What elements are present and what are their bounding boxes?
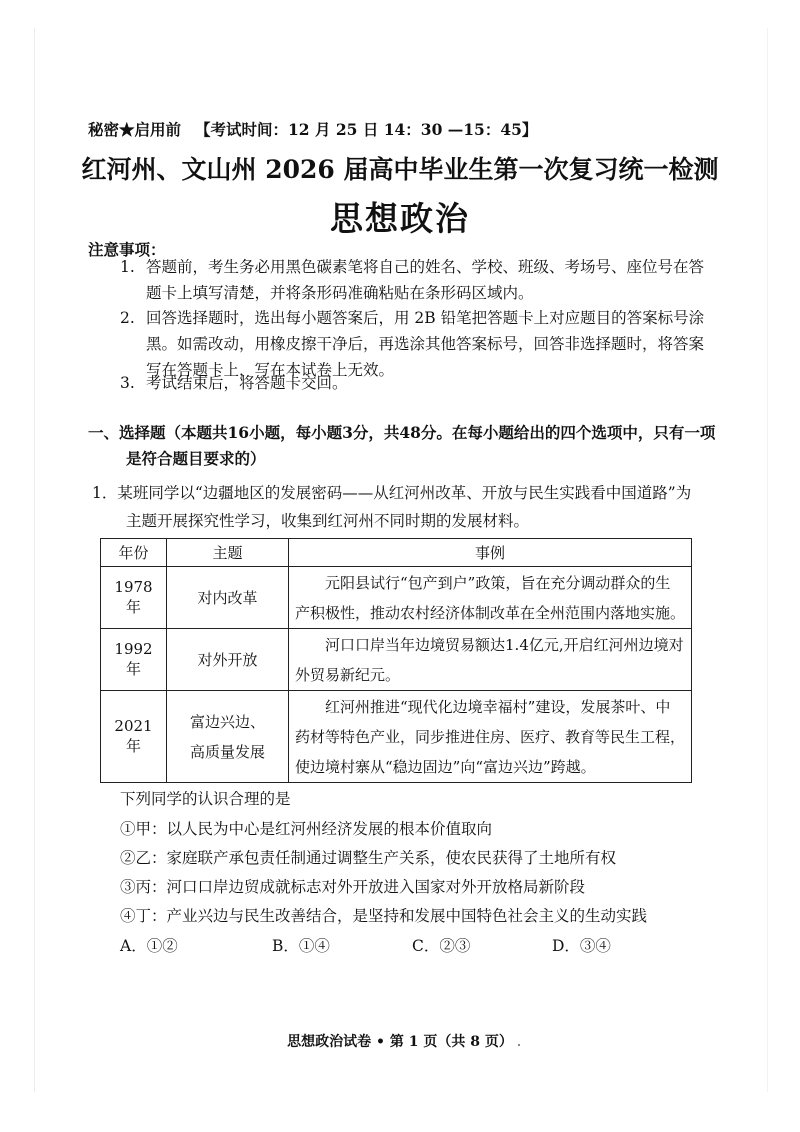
choice-c: C．②③ (412, 937, 471, 955)
choice-a: A．①② (120, 937, 178, 955)
choice-d: D．③④ (552, 937, 611, 955)
choice-b: B．①④ (272, 937, 330, 955)
cell-theme (167, 691, 289, 783)
table-row (101, 567, 692, 629)
table-row (101, 629, 692, 691)
cell-example: 元阳县试行“包产到户”政策，旨在充分调动群众的生产积极性，推动农村经济体制改革在全州范围内落地实施。 (289, 567, 692, 629)
exam-time: 【考试时间：12 月 25 日 14：30 —15：45】 (195, 120, 538, 139)
notice-item-1 (120, 254, 710, 306)
notice-text: 回答选择题时，选出每小题答案后，用 2B 铅笔把答题卡上对应题目的答案标号涂黑。如需改动，用橡皮擦干净后，再选涂其他答案标号，回答非选择题时，将答案写在答题卡上，写在本试卷上无效。 (146, 309, 705, 379)
material-table (100, 538, 692, 783)
section-title-cont: 是符合题目要求的） (126, 449, 266, 468)
cell-year: 2021年 (101, 691, 167, 783)
table-row (101, 691, 692, 783)
cell-example: 河口口岸当年边境贸易额达1.4亿元,开启红河州边境对外贸易新纪元。 (289, 629, 692, 691)
table-header-row (101, 539, 692, 567)
header-year: 年份 (101, 539, 167, 567)
notice-number: 2. (120, 309, 135, 327)
notice-item-3 (120, 370, 710, 396)
theme-line: 富边兴边、 (189, 712, 265, 731)
page-footer: 思想政治试卷 • 第 1 页（共 8 页） (287, 1034, 513, 1050)
cell-theme: 对外开放 (167, 629, 289, 691)
question-stem-cont: 主题开展探究性学习，收集到红河州不同时期的发展材料。 (126, 512, 530, 530)
statement-4: ④丁：产业兴边与民生改善结合，是坚持和发展中国特色社会主义的生动实践 (120, 907, 648, 925)
theme-line: 高质量发展 (189, 742, 265, 761)
question-prompt: 下列同学的认识合理的是 (120, 790, 291, 808)
cell-example: 红河州推进“现代化边境幸福村”建设，发展茶叶、中药材等特色产业，同步推进住房、医疗、教育等民生工程，使边境村寨从“稳边固边”向“富边兴边”跨越。 (289, 691, 692, 783)
notice-number: 3. (120, 374, 135, 392)
statement-3: ③丙：河口口岸边贸成就标志对外开放进入国家对外开放格局新阶段 (120, 878, 586, 896)
subject-title: 思想政治 (330, 199, 470, 238)
cell-theme: 对内改革 (167, 567, 289, 629)
cell-year: 1978年 (101, 567, 167, 629)
confidential-label: 秘密★启用前 (88, 120, 182, 139)
notice-number: 1. (120, 258, 135, 276)
scan-speck (518, 1044, 520, 1046)
header-example: 事例 (289, 539, 692, 567)
notice-heading: 注意事项： (88, 240, 166, 259)
section-title: 一、选择题（本题共16小题，每小题3分，共48分。在每小题给出的四个选项中，只有一项 (88, 423, 716, 442)
notice-text: 答题前，考生务必用黑色碳素笔将自己的姓名、学校、班级、考场号、座位号在答题卡上填写清楚，并将条形码准确粘贴在条形码区域内。 (146, 258, 705, 302)
main-title: 红河州、文山州 2026 届高中毕业生第一次复习统一检测 (81, 155, 719, 184)
header-line (88, 118, 537, 140)
statement-1: ①甲：以人民为中心是红河州经济发展的根本价值取向 (120, 820, 493, 838)
cell-year: 1992年 (101, 629, 167, 691)
notice-text: 考试结束后，将答题卡交回。 (146, 374, 348, 392)
statement-2: ②乙：家庭联产承包责任制通过调整生产关系，使农民获得了土地所有权 (120, 849, 617, 867)
question-stem: 1．某班同学以“边疆地区的发展密码——从红河州改革、开放与民生实践看中国道路”为 (92, 484, 692, 502)
header-theme: 主题 (167, 539, 289, 567)
